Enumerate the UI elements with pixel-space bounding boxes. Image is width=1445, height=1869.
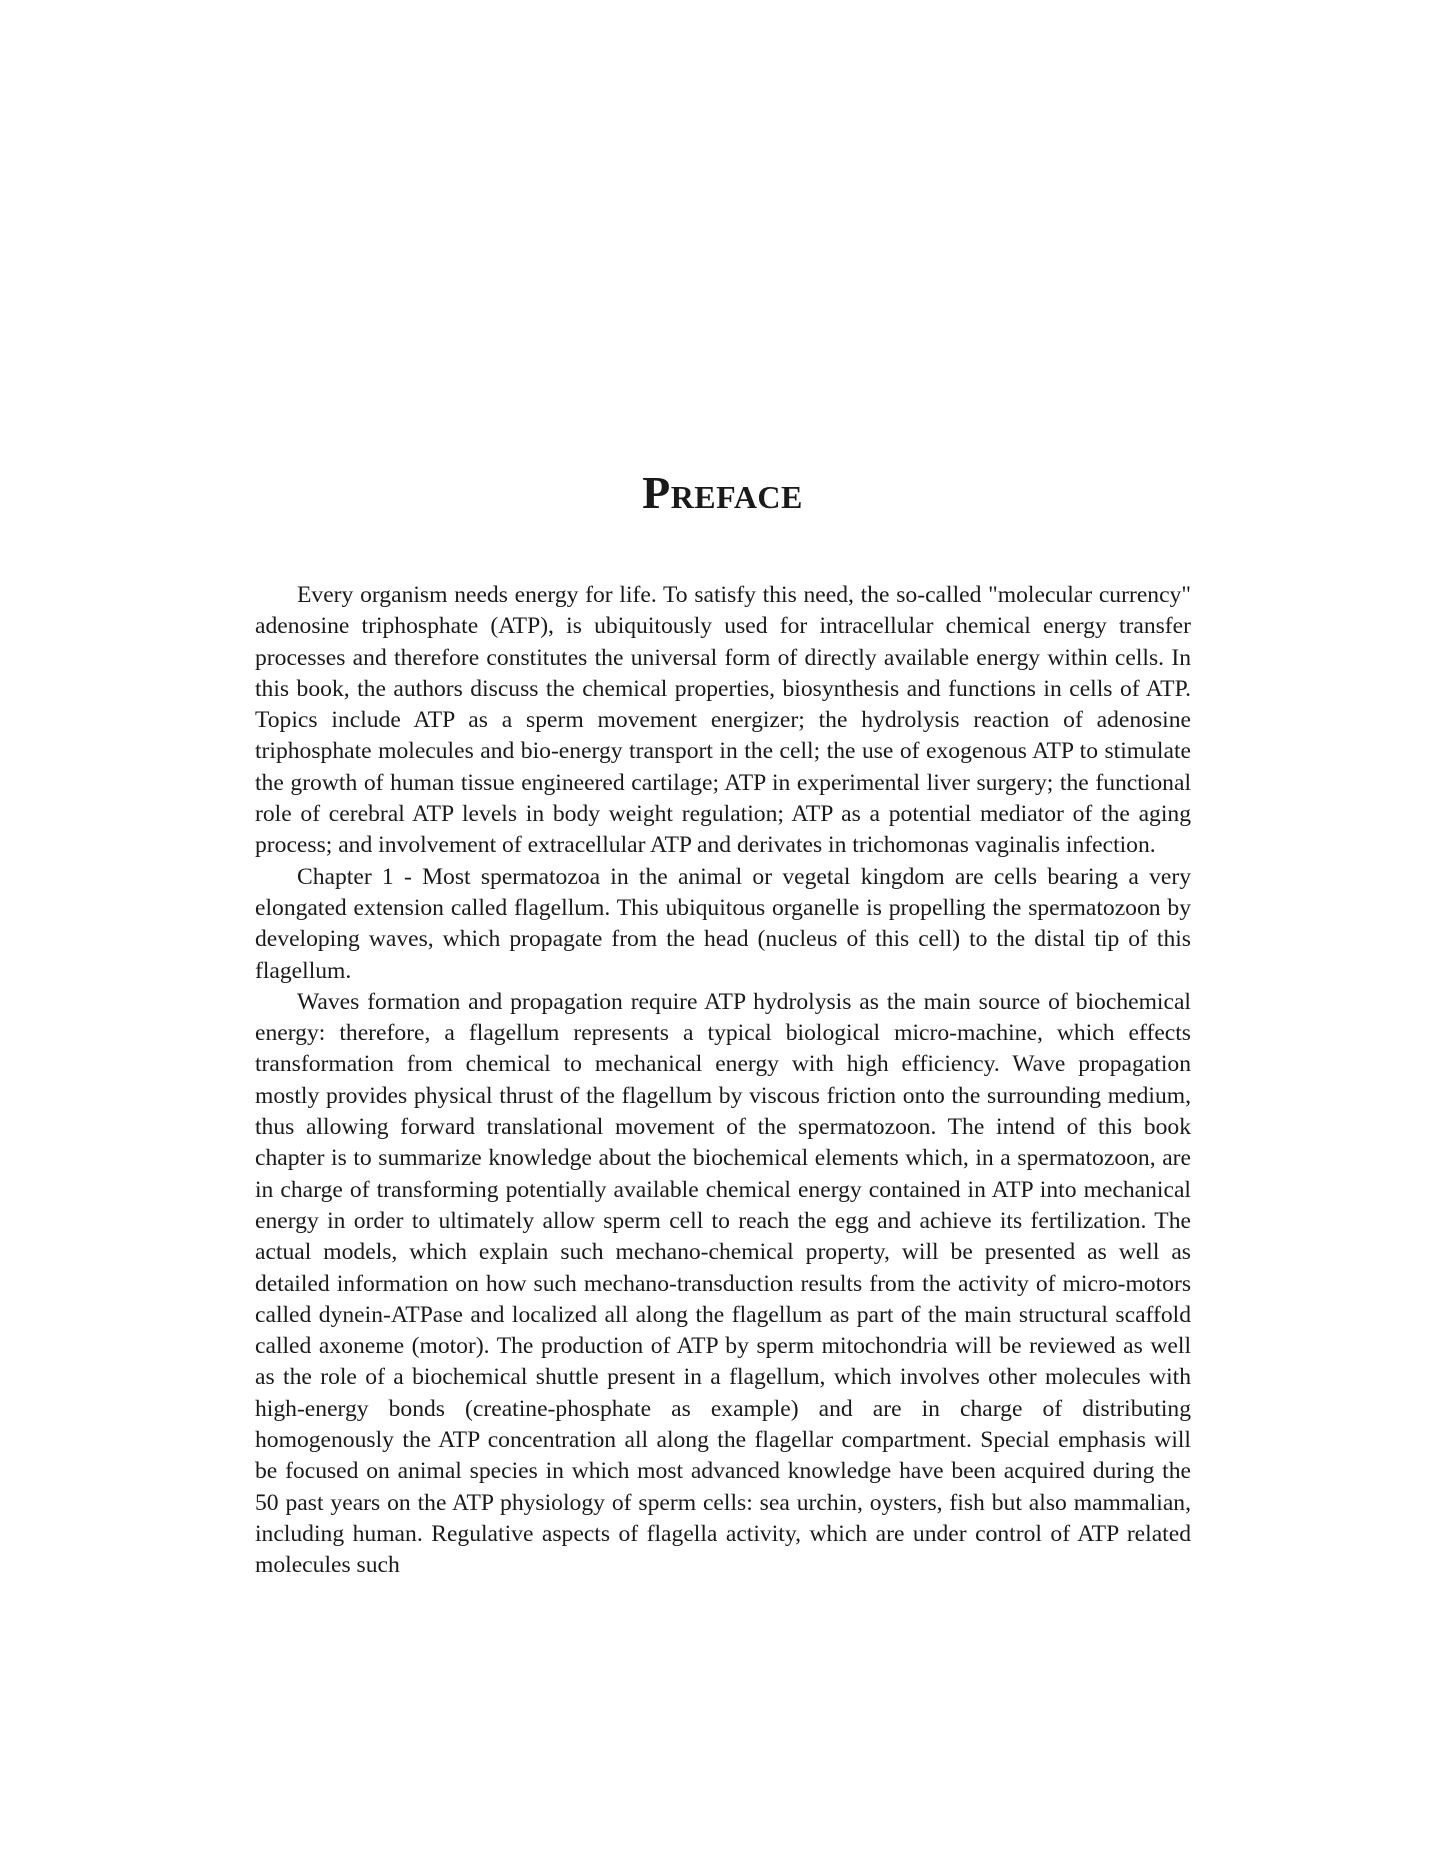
paragraph-chapter-1: Chapter 1 - Most spermatozoa in the animal or vegetal kingdom are cells bearing a very elongated extension called flagellum. This ubiquitous organelle is propelling the spermatozoon by developing waves, which propagate from the head (nucleus of this cell) to the distal tip of this flagellum. [255, 863, 1191, 984]
page-title: Preface [642, 467, 803, 518]
body-text [255, 580, 1191, 1582]
paragraph-waves: Waves formation and propagation require ATP hydrolysis as the main source of biochemical energy: therefore, a flagellum represents a typical biological micro-machine, which effects transformation from chemical to mechanical energy with high efficiency. Wave propagation mostly provides physical thrust of the flagellum by viscous friction onto the surrounding medium, thus allowing forward translational movement of the spermatozoon. The intend of this book chapter is to summarize knowledge about the biochemical elements which, in a spermatozoon, are in charge of transforming potentially available chemical energy contained in ATP into mechanical energy in order to ultimately allow sperm cell to reach the egg and achieve its fertilization. The actual models, which explain such mechano-chemical property, will be presented as well as detailed information on how such mechano-transduction results from the activity of micro-motors called dynein-ATPase and localized all along the flagellum as part of the main structural scaffold called axoneme (motor). The production of ATP by sperm mitochondria will be reviewed as well as the role of a biochemical shuttle present in a flagellum, which involves other molecules with high-energy bonds (creatine-phosphate as example) and are in charge of distributing homogenously the ATP concentration all along the flagellar compartment. Special emphasis will be focused on animal species in which most advanced knowledge have been acquired during the 50 past years on the ATP physiology of sperm cells: sea urchin, oysters, fish but also mammalian, including human. Regulative aspects of flagella activity, which are under control of ATP related molecules such [255, 988, 1191, 1579]
paragraph-intro: Every organism needs energy for life. To satisfy this need, the so-called "molecular currency" adenosine triphosphate (ATP), is ubiquitously used for intracellular chemical energy transfer processes and therefore constitutes the universal form of directly available energy within cells. In this book, the authors discuss the chemical properties, biosynthesis and functions in cells of ATP. Topics include ATP as a sperm movement energizer; the hydrolysis reaction of adenosine triphosphate molecules and bio-energy transport in the cell; the use of exogenous ATP to stimulate the growth of human tissue engineered cartilage; ATP in experimental liver surgery; the functional role of cerebral ATP levels in body weight regulation; ATP as a potential mediator of the aging process; and involvement of extracellular ATP and derivates in trichomonas vaginalis infection. [255, 582, 1191, 859]
